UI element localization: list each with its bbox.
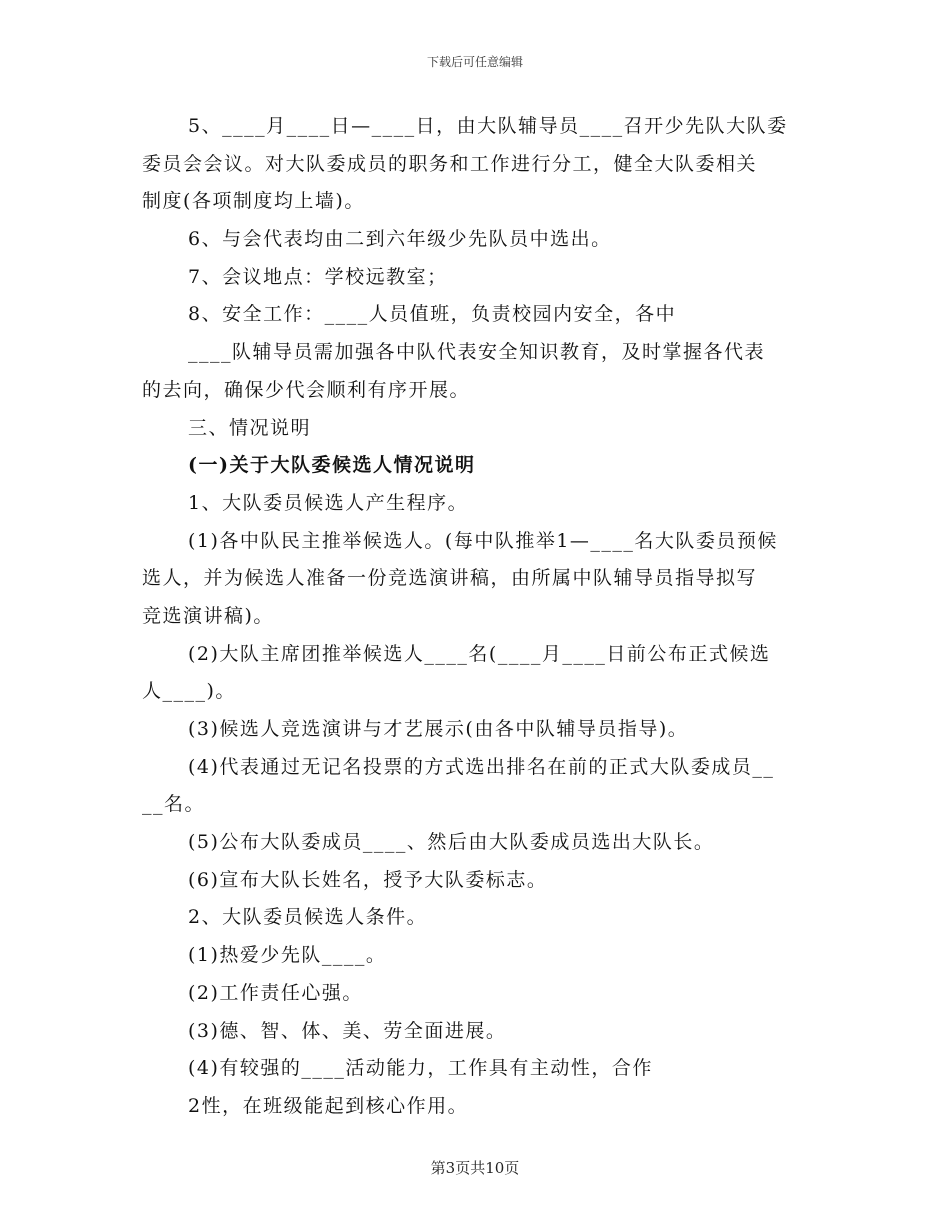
text-line: (6)宣布大队长姓名，授予大队委标志。 [188, 868, 548, 891]
text-line: (1)热爱少先队____。 [188, 944, 387, 967]
text-line: 委员会会议。对大队委成员的职务和工作进行分工，健全大队委相关 [142, 152, 758, 175]
text-line: (2)大队主席团推举候选人____名(____月____日前公布正式候选 [188, 642, 771, 665]
text-line: ____队辅导员需加强各中队代表安全知识教育，及时掌握各代表 [188, 341, 766, 364]
document-body [142, 108, 814, 1126]
text-line: (4)代表通过无记名投票的方式选出排名在前的正式大队委成员__ [188, 755, 775, 778]
text-line: 制度(各项制度均上墙)。 [142, 190, 365, 213]
page-header: 下载后可任意编辑 [426, 55, 523, 69]
text-line: (2)工作责任心强。 [188, 981, 363, 1004]
text-line: (5)公布大队委成员____、然后由大队委成员选出大队长。 [188, 831, 715, 854]
text-line: (一)关于大队委候选人情况说明 [188, 454, 476, 477]
text-line: (4)有较强的____活动能力，工作具有主动性，合作 [188, 1057, 653, 1080]
text-line: (3)候选人竞选演讲与才艺展示(由各中队辅导员指导)。 [188, 718, 689, 740]
text-line: 三、情况说明 [188, 416, 312, 439]
text-line: 5、____月____日—____日，由大队辅导员____召开少先队大队委 [188, 115, 788, 137]
text-line: __名。 [142, 793, 206, 816]
text-line: 7、会议地点：学校远教室； [188, 265, 448, 288]
text-line: 2、大队委员候选人条件。 [188, 906, 428, 929]
text-line: 1、大队委员候选人产生程序。 [188, 491, 469, 514]
text-line: 6、与会代表均由二到六年级少先队员中选出。 [188, 228, 612, 251]
text-line: (3)德、智、体、美、劳全面进展。 [188, 1019, 507, 1042]
text-line: 人____)。 [142, 680, 236, 703]
text-line: 的去向，确保少代会顺利有序开展。 [142, 378, 471, 401]
text-line: 8、安全工作：____人员值班，负责校园内安全，各中 [188, 303, 677, 326]
text-line: (1)各中队民主推举候选人。(每中队推举1—____名大队委员预候 [188, 529, 778, 552]
text-line: 竞选演讲稿)。 [142, 604, 274, 627]
text-line: 2性，在班级能起到核心作用。 [188, 1094, 469, 1117]
page-footer: 第3页共10页 [430, 1159, 520, 1177]
text-line: 选人，并为候选人准备一份竞选演讲稿，由所属中队辅导员指导拟写 [142, 567, 758, 590]
